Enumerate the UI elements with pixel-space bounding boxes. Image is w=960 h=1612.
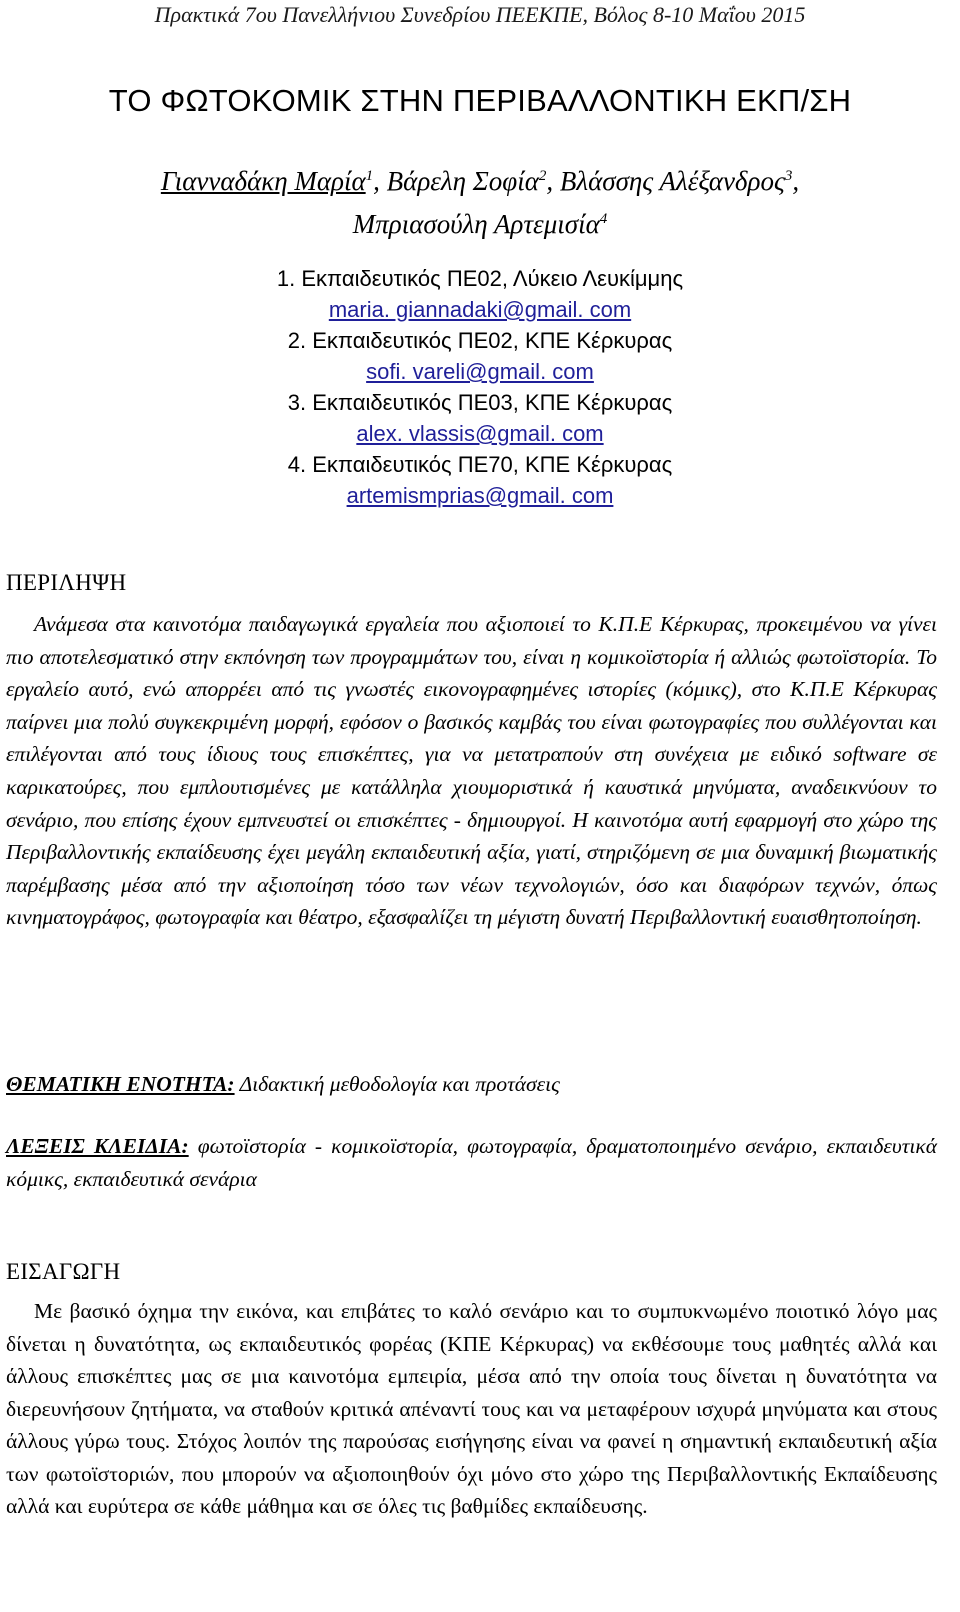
abstract-text	[6, 608, 937, 934]
running-header: Πρακτικά 7ου Πανελλήνιου Συνεδρίου ΠΕΕΚΠΕ, Βόλος 8-10 Μαΐου 2015	[154, 2, 806, 27]
affiliation-4: 4. Εκπαιδευτικός ΠΕ70, ΚΠΕ Κέρκυρας	[287, 452, 673, 477]
email-link-1[interactable]: maria. giannadaki@gmail. com	[328, 297, 632, 322]
paper-title: ΤΟ ΦΩΤΟΚΟΜΙΚ ΣΤΗΝ ΠΕΡΙΒΑΛΛΟΝΤΙΚΗ ΕΚΠ/ΣΗ	[108, 83, 852, 118]
keywords-value: φωτοϊστορία - κομικοϊστορία, φωτογραφία, δραματοποιημένο σενάριο, εκπαιδευτικά κόμικς, εκπαιδευτικά σενάρια	[6, 1134, 938, 1191]
author-list: Γιανναδάκη Μαρία$^1$, Βάρελη Σοφία$^2$, Βλάσσης Αλέξανδρος$^3$, Μπριασούλη Αρτεμισία$^4$	[160, 166, 800, 239]
affiliation-3: 3. Εκπαιδευτικός ΠΕ03, ΚΠΕ Κέρκυρας	[287, 390, 673, 415]
thematic-label: ΘΕΜΑΤΙΚΗ ΕΝΟΤΗΤΑ:	[6, 1072, 235, 1096]
introduction-body: Με βασικό όχημα την εικόνα, και επιβάτες το καλό σενάριο και το συμπυκνωμένο ποιοτικό λόγο μας δίνεται η δυνατότητα, ως εκπαιδευτικός φορέας (ΚΠΕ Κέρκυρας) να εκθέσουμε τους μαθητές αλλά και άλλους επισκέπτες μας σε μια καινοτόμα εμπειρία, μέσα από την οποία τους δίνεται η δυνατότητα να διερευνήσουν ζητήματα, να σταθούν κριτικά απέναντί τους και να μεταφέρουν ισχυρά μηνύματα και στους άλλους γύρω τους. Στόχος λοιπόν της παρούσας εισήγησης είναι να φανεί η σημαντική εκπαιδευτική αξία των φωτοϊστοριών, που μπορούν να αξιοποιηθούν όχι μόνο στο χώρο της Περιβαλλοντικής Εκπαίδευσης αλλά και ευρύτερα σε κάθε μάθημα και σε όλες τις βαθμίδες εκπαίδευσης.	[6, 1299, 937, 1518]
thematic-unit	[6, 1068, 937, 1101]
email-link-4[interactable]: artemismprias@gmail. com	[346, 483, 614, 508]
author-3: Βλάσσης Αλέξανδρος	[559, 166, 785, 196]
introduction-text	[6, 1295, 937, 1523]
author-4: Μπριασούλη Αρτεμισία	[352, 209, 600, 239]
thematic-value: Διδακτική μεθοδολογία και προτάσεις	[239, 1072, 560, 1096]
affiliation-2: 2. Εκπαιδευτικός ΠΕ02, ΚΠΕ Κέρκυρας	[287, 328, 673, 353]
keywords-label: ΛΕΞΕΙΣ ΚΛΕΙΔΙΑ:	[6, 1134, 189, 1158]
author-1: Γιανναδάκη Μαρία	[160, 166, 366, 196]
affiliation-1: 1. Εκπαιδευτικός ΠΕ02, Λύκειο Λευκίμμης	[276, 266, 684, 291]
author-1-affil: 1	[365, 168, 374, 184]
affiliations	[0, 263, 960, 511]
email-link-2[interactable]: sofi. vareli@gmail. com	[366, 359, 594, 384]
author-2-affil: 2	[538, 168, 547, 184]
introduction-heading: ΕΙΣΑΓΩΓΗ	[6, 1259, 121, 1284]
author-4-affil: 4	[599, 211, 608, 227]
abstract-heading: ΠΕΡΙΛΗΨΗ	[6, 570, 127, 595]
abstract-body: Ανάμεσα στα καινοτόμα παιδαγωγικά εργαλεία που αξιοποιεί το Κ.Π.Ε Κέρκυρας, προκειμένου να γίνει πιο αποτελεσματικό στην εκπόνηση των προγραμμάτων του, είναι η κομικοϊστορία ή αλλιώς φωτοϊστορία. Το εργαλείο αυτό, ενώ απορρέει από τις γνωστές εικονογραφημένες ιστορίες (κόμικς), στο Κ.Π.Ε Κέρκυρας παίρνει μια πολύ συγκεκριμένη μορφή, εφόσον ο βασικός καμβάς του είναι φωτογραφίες που συλλέγονται και επιλέγονται από τους ίδιους τους επισκέπτες, για να μετατραπούν στη συνέχεια με ειδικό software σε καρικατούρες, που εμπλουτισμένες με κατάλληλα χιουμοριστικά ή καυστικά μηνύματα, αναδεικνύουν το σενάριο, που επίσης έχουν εμπνευστεί οι επισκέπτες - δημιουργοί. Η καινοτόμα αυτή εφαρμογή στο χώρο της Περιβαλλοντικής εκπαίδευσης έχει μεγάλη εκπαιδευτική αξία, γιατί, στηριζόμενη σε μια δυναμική βιωματικής παρέμβασης μέσα από την αξιοποίηση τόσο των νέων τεχνολογιών, όσο και διαφόρων τεχνών, όπως κινηματογράφος, φωτογραφία και θέατρο, εξασφαλίζει τη μέγιστη δυνατή Περιβαλλοντική ευαισθητοποίηση.	[6, 612, 937, 930]
author-2: Βάρελη Σοφία	[386, 166, 539, 196]
author-3-affil: 3	[784, 168, 793, 184]
email-link-3[interactable]: alex. vlassis@gmail. com	[356, 421, 604, 446]
keywords	[6, 1130, 937, 1196]
